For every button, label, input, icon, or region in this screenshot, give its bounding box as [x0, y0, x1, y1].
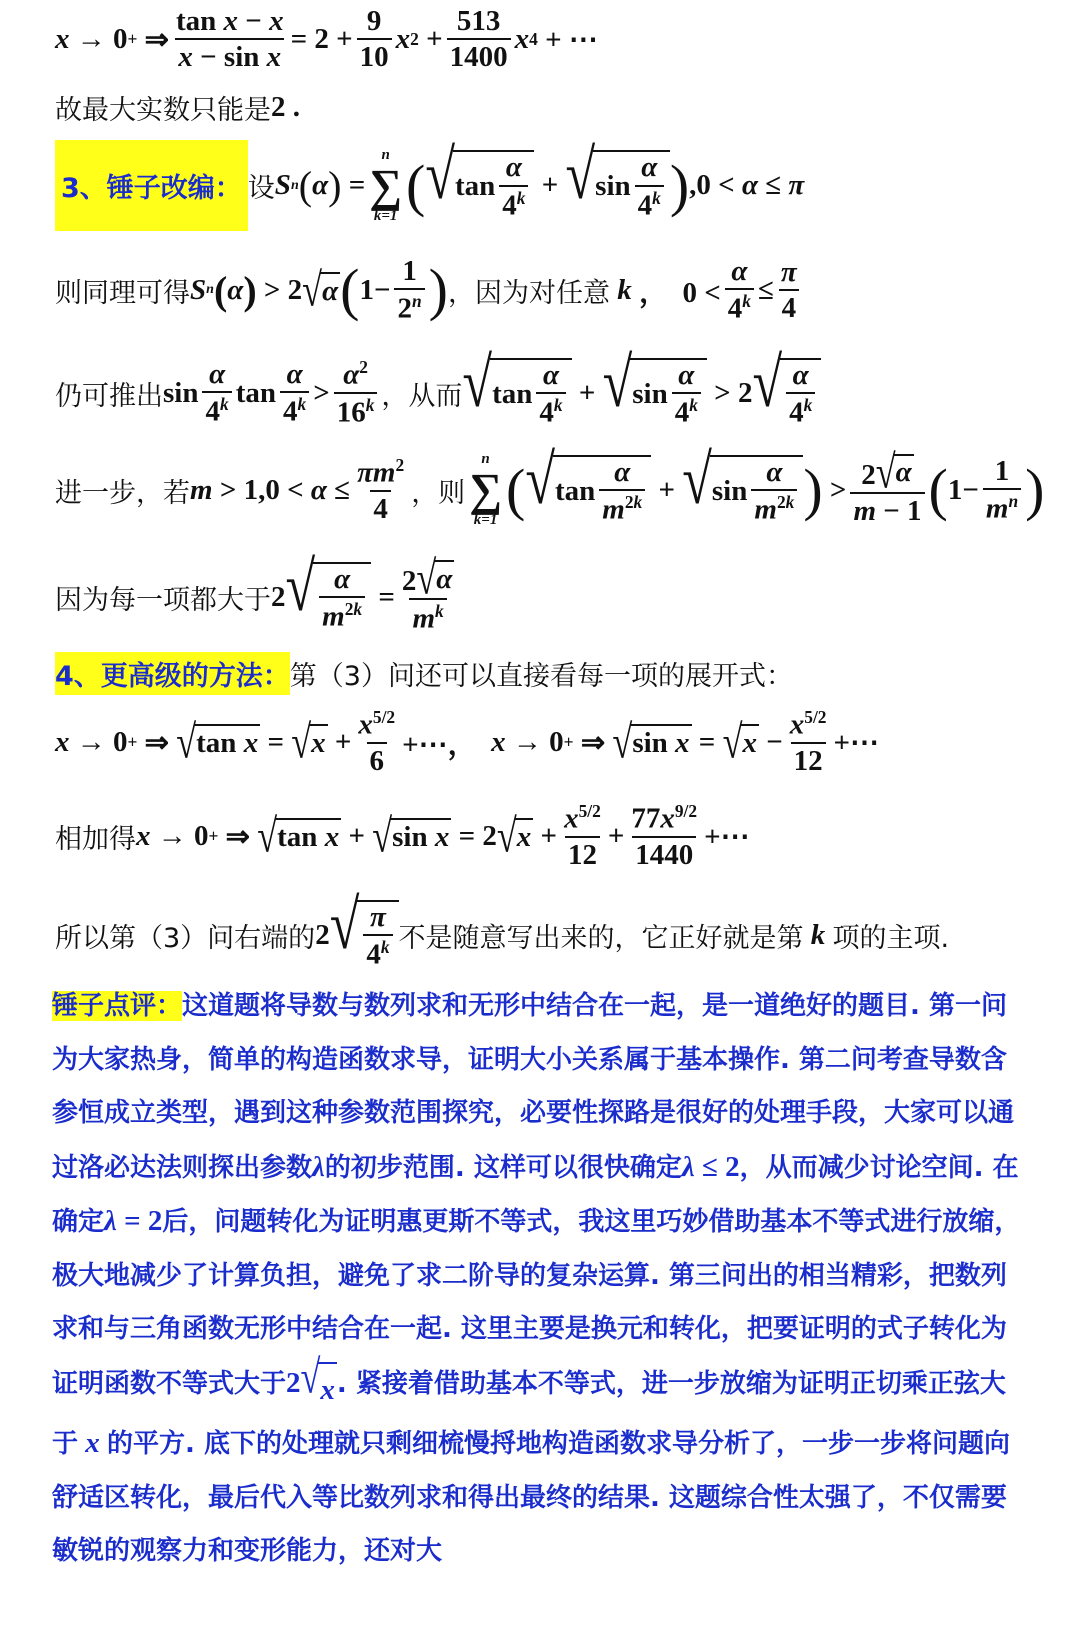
section-4-heading: 4、更高级的方法： — [55, 652, 290, 695]
formula-lambda-le-2: λ ≤ 2 — [681, 1150, 740, 1183]
conclusion-value: 2 . — [271, 91, 300, 123]
formula-general-sum: n ∑ k=1 ( √ tan $\frac{\alpha}{m^{2k}}$ + √ sin $\frac{\alpha}{m^{2k}}$ ) > 2 √ α m − 1 ( 1− $\frac{1}{m^n}$ ) — [469, 440, 1045, 528]
line-sin-tan — [55, 343, 821, 430]
section-4-intro: 第（3）问还可以直接看每一项的展开式： — [289, 661, 793, 692]
section-3-intro: 设 — [247, 173, 275, 204]
main-term-text-3: 项的主项. — [832, 922, 950, 954]
each-term-text: 因为每一项都大于 — [55, 584, 271, 616]
formula-sum-expansion: x → 0 + ⇒ √ tan x + √ sin x = 2 √ x + $\frac{x^{5/2}}{12}$ + $\frac{77x^{9/2}}{1440}$ +⋯ — [136, 801, 750, 872]
conclusion-text: 故最大实数只能是 — [55, 95, 271, 126]
formula-sin-tan-product: sin $\frac{\alpha}{4^k}$ tan $\frac{\alpha}{4^k}$ > $\frac{\alpha^2}{16^k}$ — [163, 358, 381, 428]
formula-m-condition: m > 1,0 < α ≤ $\frac{\pi m^2}{4}$ — [190, 454, 405, 525]
formula-sn-lower-bound: S n ( α ) > 2 √ α ( 1− $\frac{1}{2^n}$ ) — [190, 255, 448, 326]
sum-expansion-text: 相加得 — [55, 823, 136, 855]
comment-text-5: . 紧接着借助基本不等式，进一步放缩为证明正切乘正弦大于 — [52, 1368, 1006, 1459]
main-term-text-1: 所以第（3）问右端的 — [55, 922, 316, 954]
comment-text-4: 后，问题转化为证明惠更斯不等式，我这里巧妙借助基本不等式进行放缩，极大地减少了计算负担，避免了求二阶导的复杂运算. 第三问出的相当精彩，把数列求和与三角函数无形中结合在一起. 这里主要是换元和转化，把要证明的式子转化为证明函数不等式大于 — [52, 1207, 1021, 1399]
line-each-term — [55, 547, 461, 636]
comment-text-6: 的平方. 底下的处理就只剩细梳慢捋地构造函数求导分析了，一步一步将问题向舒适区转化，最后代入等比数列求和得出最终的结果. 这题综合性太强了，不仅需要敏锐的观察力和变形能力，还对大 — [52, 1429, 1010, 1566]
then-text: ，则 — [411, 477, 466, 509]
section-3-heading: 3、锤子改编： — [55, 140, 248, 231]
formula-each-term: 2 √ $\frac{\alpha}{m^{2k}}$ = 2 √ α $m^k$ — [271, 547, 453, 636]
comment-text-2: 的初步范围. 这样可以很快确定 — [324, 1152, 682, 1183]
conclusion-line — [55, 88, 300, 127]
similar-bound-text: 则同理可得 — [55, 277, 190, 309]
sin-tan-text: 仍可推出 — [55, 380, 163, 412]
formula-sqrt-sum-bound: √ tan $\frac{\alpha}{4^k}$ + √ sin $\frac{\alpha}{4^k}$ > 2 √ $\frac{\alpha}{4^k}$ — [462, 358, 821, 429]
comment-label: 锤子点评： — [52, 991, 183, 1021]
comment-paragraph — [52, 980, 1027, 1579]
section-3-line — [55, 135, 805, 231]
formula-main-term: 2 √ $\frac{\pi}{4^k}$ — [315, 900, 398, 971]
line-similar-bound — [55, 256, 804, 325]
line-main-term — [55, 885, 950, 972]
any-k-text: ，因为对任意 — [447, 277, 610, 309]
main-term-text-2: 不是随意写出来的，它正好就是第 — [398, 922, 804, 954]
therefore-text: ，从而 — [381, 380, 463, 412]
comment-text-3: ，从而减少讨论空间. 在确定 — [52, 1152, 1019, 1237]
formula-sn-definition: S n ( α ) = n ∑ k=1 ( √ tan $\frac{\alpha}{4^k}$ + √ sin $\frac{\alpha}{4^k}$ ) ,0 < α ≤ π — [274, 135, 805, 224]
variable-k: k — [803, 918, 833, 951]
symbol-lambda: λ — [312, 1150, 325, 1183]
variable-x: x — [78, 1427, 108, 1459]
formula-alpha-range: k ， 0 < $\frac{\alpha}{4^k}$ ≤ $\frac{\pi}{4}$ — [610, 256, 804, 325]
further-step-text: 进一步，若 — [55, 477, 190, 509]
line-further-step — [55, 440, 1045, 528]
line-sum-expansion — [55, 802, 750, 871]
comment-text-1: 这道题将导数与数列求和无形中结合在一起，是一道绝好的题目. 第一问为大家热身，简单的构造函数求导，证明大小关系属于基本操作. 第二问考查导数含参恒成立类型，遇到这种参数范围探究，必要性探路是很好的处理手段，大家可以通过洛必达法则探出参数 — [52, 991, 1015, 1183]
formula-lambda-eq-2: λ = 2 — [104, 1205, 163, 1237]
section-4-line — [55, 652, 793, 695]
formula-limit-ratio: x → 0 + ⇒ $\frac{\text{tan x − x}}{\text{x − sin x}}$ = 2 + $\frac{9}{10}$ x 2 + $\frac{513}{1400}$ x 4 + ⋯ — [55, 5, 598, 74]
formula-2-sqrt-x: 2 √ x — [286, 1367, 337, 1399]
formula-expansions: x → 0 + ⇒ √ tan x = √ x + $\frac{x^{5/2}}{6}$ +⋯， x → 0 + ⇒ √ sin x = √ x − $\frac{x^{5/2}}{12}$ +⋯ — [55, 707, 880, 778]
